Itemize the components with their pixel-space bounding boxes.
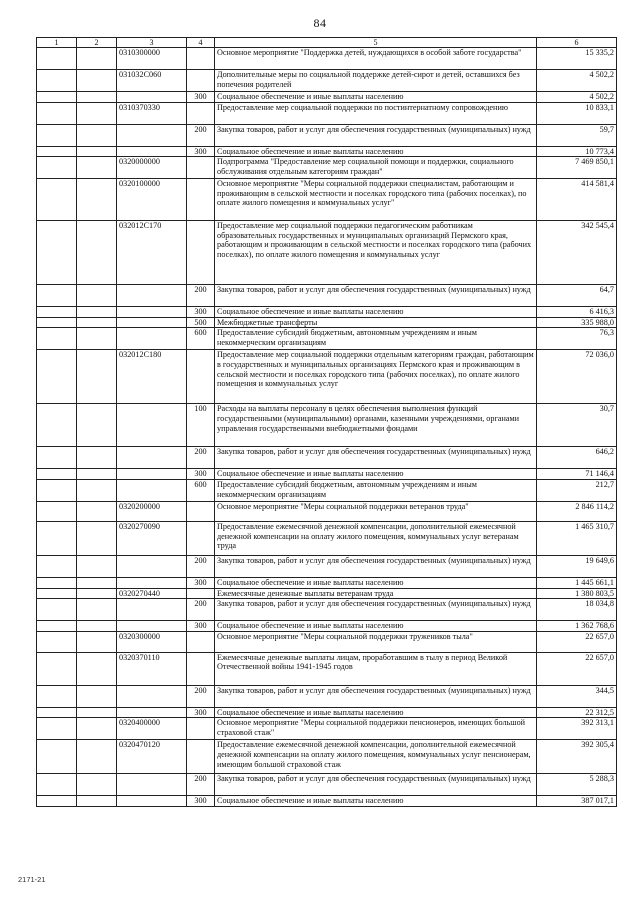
table-row [37,652,617,685]
cell-target-code [117,447,187,469]
header-col-4: 4 [187,38,215,48]
table-row [37,740,617,774]
cell-target-code [117,92,187,103]
cell-expense-type: 300 [187,146,215,157]
cell-subsection [77,588,117,599]
cell-expense-type: 300 [187,707,215,718]
cell-description: Социальное обеспечение и иные выплаты населению [215,621,537,632]
table-row [37,124,617,146]
cell-description: Закупка товаров, работ и услуг для обеспечения государственных (муниципальных) нужд [215,599,537,621]
cell-subsection [77,92,117,103]
cell-amount: 1 445 661,1 [537,577,617,588]
cell-description: Основное мероприятие "Меры социальной поддержки пенсионеров, имеющих большой страховой стаж" [215,718,537,740]
table-row [37,328,617,350]
cell-target-code: 032012С170 [117,221,187,285]
cell-section [37,285,77,307]
cell-expense-type [187,350,215,404]
table-row [37,707,617,718]
cell-subsection [77,577,117,588]
cell-section [37,328,77,350]
cell-target-code: 0320400000 [117,718,187,740]
cell-subsection [77,221,117,285]
cell-section [37,221,77,285]
cell-expense-type [187,102,215,124]
cell-section [37,774,77,796]
header-col-5: 5 [215,38,537,48]
header-col-1: 1 [37,38,77,48]
cell-expense-type [187,221,215,285]
cell-expense-type: 300 [187,469,215,480]
cell-amount: 18 034,8 [537,599,617,621]
cell-subsection [77,599,117,621]
cell-subsection [77,555,117,577]
table-row [37,501,617,521]
cell-section [37,577,77,588]
cell-amount: 1 465 310,7 [537,521,617,555]
cell-amount: 392 313,1 [537,718,617,740]
table-row [37,577,617,588]
table-row [37,588,617,599]
cell-amount: 22 657,0 [537,652,617,685]
cell-subsection [77,631,117,652]
cell-subsection [77,447,117,469]
cell-target-code: 0320270090 [117,521,187,555]
table-row [37,447,617,469]
cell-subsection [77,48,117,70]
cell-target-code [117,285,187,307]
cell-expense-type [187,501,215,521]
cell-expense-type: 500 [187,317,215,328]
cell-description: Предоставление ежемесячной денежной компенсации, дополнительной ежемесячной денежной компенсации на оплату жилого помещения, коммунальных услуг ветеранам труда [215,521,537,555]
cell-target-code [117,146,187,157]
cell-target-code: 0320200000 [117,501,187,521]
cell-amount: 1 362 768,6 [537,621,617,632]
cell-section [37,70,77,92]
cell-target-code [117,685,187,707]
cell-description: Социальное обеспечение и иные выплаты населению [215,146,537,157]
cell-description: Дополнительные меры по социальной поддержке детей-сирот и детей, оставшихся без попечения родителей [215,70,537,92]
cell-target-code [117,328,187,350]
cell-target-code [117,599,187,621]
cell-expense-type: 200 [187,555,215,577]
cell-amount: 64,7 [537,285,617,307]
cell-subsection [77,328,117,350]
cell-expense-type: 300 [187,796,215,807]
cell-subsection [77,621,117,632]
cell-amount: 335 988,0 [537,317,617,328]
cell-target-code: 0320270440 [117,588,187,599]
table-row [37,479,617,501]
cell-description: Основное мероприятие "Поддержка детей, нуждающихся в особой заботе государства" [215,48,537,70]
cell-target-code [117,469,187,480]
cell-section [37,307,77,318]
cell-description: Межбюджетные трансферты [215,317,537,328]
table-row [37,48,617,70]
cell-description: Ежемесячные денежные выплаты ветеранам труда [215,588,537,599]
cell-section [37,479,77,501]
cell-amount: 10 833,1 [537,102,617,124]
cell-section [37,179,77,221]
cell-section [37,350,77,404]
cell-subsection [77,774,117,796]
cell-expense-type [187,652,215,685]
cell-target-code [117,124,187,146]
cell-description: Основное мероприятие "Меры социальной поддержки специалистам, работающим и проживающим в сельской местности и поселках городского типа (рабочих поселках), по оплате жилого помещения и коммунальных услуг" [215,179,537,221]
cell-section [37,102,77,124]
page-number: 84 [313,16,327,30]
table-row [37,285,617,307]
cell-amount: 19 649,6 [537,555,617,577]
table-row [37,631,617,652]
cell-section [37,146,77,157]
cell-subsection [77,685,117,707]
cell-target-code: 032012С180 [117,350,187,404]
cell-section [37,796,77,807]
header-row [37,38,617,48]
cell-subsection [77,404,117,447]
budget-table [36,37,617,807]
cell-description: Закупка товаров, работ и услуг для обеспечения государственных (муниципальных) нужд [215,685,537,707]
cell-section [37,588,77,599]
cell-section [37,740,77,774]
cell-section [37,404,77,447]
table-row [37,146,617,157]
table-row [37,469,617,480]
cell-amount: 4 502,2 [537,92,617,103]
cell-amount: 10 773,4 [537,146,617,157]
table-row [37,317,617,328]
cell-section [37,631,77,652]
table-row [37,774,617,796]
cell-amount: 392 305,4 [537,740,617,774]
cell-amount: 2 846 114,2 [537,501,617,521]
cell-description: Подпрограмма "Предоставление мер социальной помощи и поддержки, социального обслуживания отдельным категориям граждан" [215,157,537,179]
cell-amount: 22 312,5 [537,707,617,718]
table-row [37,350,617,404]
cell-section [37,621,77,632]
cell-subsection [77,707,117,718]
cell-section [37,48,77,70]
cell-target-code [117,774,187,796]
cell-target-code [117,621,187,632]
header-col-3: 3 [117,38,187,48]
table-body [37,48,617,807]
cell-expense-type: 200 [187,124,215,146]
cell-description: Закупка товаров, работ и услуг для обеспечения государственных (муниципальных) нужд [215,447,537,469]
cell-description: Ежемесячные денежные выплаты лицам, проработавшим в тылу в период Великой Отечественной войны 1941-1945 годов [215,652,537,685]
cell-amount: 212,7 [537,479,617,501]
cell-description: Расходы на выплаты персоналу в целях обеспечения выполнения функций государственными (муниципальными) органами, казенными учреждениями, органами управления государственными внебюджетными фондами [215,404,537,447]
cell-section [37,469,77,480]
cell-amount: 5 288,3 [537,774,617,796]
table-row [37,796,617,807]
cell-expense-type: 300 [187,307,215,318]
cell-target-code: 0320100000 [117,179,187,221]
cell-section [37,685,77,707]
cell-amount: 344,5 [537,685,617,707]
table-row [37,685,617,707]
cell-subsection [77,146,117,157]
table-row [37,179,617,221]
cell-description: Предоставление мер социальной поддержки педагогическим работникам образовательных государственных и муниципальных организаций Пермского края, работающим и проживающим в сельской местности и поселках городского типа (рабочих поселках), по оплате жилого помещения и коммунальных услуг [215,221,537,285]
cell-amount: 71 146,4 [537,469,617,480]
cell-subsection [77,652,117,685]
cell-expense-type [187,718,215,740]
cell-description: Социальное обеспечение и иные выплаты населению [215,577,537,588]
cell-expense-type: 300 [187,92,215,103]
cell-section [37,718,77,740]
cell-description: Основное мероприятие "Меры социальной поддержки ветеранов труда" [215,501,537,521]
table-row [37,718,617,740]
cell-section [37,124,77,146]
cell-expense-type: 200 [187,447,215,469]
cell-target-code: 0310300000 [117,48,187,70]
cell-amount: 387 017,1 [537,796,617,807]
table-row [37,521,617,555]
cell-description: Социальное обеспечение и иные выплаты населению [215,469,537,480]
cell-subsection [77,317,117,328]
cell-amount: 7 469 850,1 [537,157,617,179]
cell-expense-type: 100 [187,404,215,447]
cell-expense-type [187,157,215,179]
cell-expense-type: 200 [187,774,215,796]
cell-subsection [77,521,117,555]
table-row [37,404,617,447]
cell-target-code [117,555,187,577]
cell-description: Предоставление мер социальной поддержки отдельным категориям граждан, работающим в государственных и муниципальных организациях Пермского края и проживающим в сельской местности и поселках городского типа (рабочих поселках), по оплате жилого помещения и коммунальных услуг [215,350,537,404]
cell-subsection [77,124,117,146]
table-row [37,157,617,179]
table-header [37,38,617,48]
cell-section [37,447,77,469]
cell-subsection [77,70,117,92]
cell-description: Закупка товаров, работ и услуг для обеспечения государственных (муниципальных) нужд [215,124,537,146]
cell-amount: 76,3 [537,328,617,350]
cell-amount: 6 416,3 [537,307,617,318]
cell-target-code: 0320300000 [117,631,187,652]
cell-description: Социальное обеспечение и иные выплаты населению [215,307,537,318]
table-row [37,102,617,124]
header-col-6: 6 [537,38,617,48]
cell-section [37,652,77,685]
cell-expense-type: 600 [187,328,215,350]
cell-subsection [77,501,117,521]
cell-amount: 1 380 803,5 [537,588,617,599]
cell-description: Социальное обеспечение и иные выплаты населению [215,796,537,807]
cell-section [37,92,77,103]
cell-subsection [77,179,117,221]
cell-subsection [77,718,117,740]
cell-description: Закупка товаров, работ и услуг для обеспечения государственных (муниципальных) нужд [215,774,537,796]
cell-description: Социальное обеспечение и иные выплаты населению [215,707,537,718]
cell-section [37,599,77,621]
cell-target-code [117,479,187,501]
cell-expense-type [187,70,215,92]
table-row [37,621,617,632]
cell-description: Закупка товаров, работ и услуг для обеспечения государственных (муниципальных) нужд [215,555,537,577]
table-row [37,599,617,621]
cell-subsection [77,102,117,124]
cell-target-code: 0320370110 [117,652,187,685]
cell-description: Основное мероприятие "Меры социальной поддержки тружеников тыла" [215,631,537,652]
cell-subsection [77,285,117,307]
cell-subsection [77,796,117,807]
cell-expense-type: 300 [187,577,215,588]
cell-description: Закупка товаров, работ и услуг для обеспечения государственных (муниципальных) нужд [215,285,537,307]
cell-expense-type: 200 [187,285,215,307]
cell-amount: 15 335,2 [537,48,617,70]
cell-target-code [117,707,187,718]
cell-expense-type [187,740,215,774]
cell-section [37,317,77,328]
cell-amount: 342 545,4 [537,221,617,285]
cell-amount: 59,7 [537,124,617,146]
cell-expense-type [187,521,215,555]
table-row [37,555,617,577]
cell-target-code [117,317,187,328]
cell-section [37,521,77,555]
cell-description: Социальное обеспечение и иные выплаты населению [215,92,537,103]
cell-amount: 414 581,4 [537,179,617,221]
cell-expense-type [187,48,215,70]
cell-expense-type: 600 [187,479,215,501]
table-row [37,70,617,92]
cell-section [37,707,77,718]
cell-amount: 4 502,2 [537,70,617,92]
cell-target-code: 031032С060 [117,70,187,92]
cell-subsection [77,469,117,480]
cell-amount: 72 036,0 [537,350,617,404]
cell-expense-type [187,631,215,652]
cell-section [37,501,77,521]
cell-description: Предоставление ежемесячной денежной компенсации, дополнительной ежемесячной денежной компенсации на оплату жилого помещения, коммунальных услуг пенсионерам, имеющим большой страховой стаж [215,740,537,774]
cell-description: Предоставление мер социальной поддержки по постинтернатному сопровождению [215,102,537,124]
cell-subsection [77,350,117,404]
cell-target-code [117,796,187,807]
cell-section [37,157,77,179]
table-row [37,307,617,318]
table-row [37,221,617,285]
cell-amount: 646,2 [537,447,617,469]
cell-expense-type: 300 [187,621,215,632]
cell-amount: 22 657,0 [537,631,617,652]
cell-target-code: 0320470120 [117,740,187,774]
cell-subsection [77,307,117,318]
cell-amount: 30,7 [537,404,617,447]
cell-section [37,555,77,577]
cell-subsection [77,740,117,774]
cell-target-code: 0310370330 [117,102,187,124]
cell-subsection [77,157,117,179]
cell-description: Предоставление субсидий бюджетным, автономным учреждениям и иным некоммерческим организациям [215,328,537,350]
cell-target-code [117,307,187,318]
cell-expense-type: 200 [187,685,215,707]
cell-target-code: 0320000000 [117,157,187,179]
cell-subsection [77,479,117,501]
table-row [37,92,617,103]
cell-expense-type [187,588,215,599]
cell-target-code [117,577,187,588]
cell-description: Предоставление субсидий бюджетным, автономным учреждениям и иным некоммерческим организациям [215,479,537,501]
document-code: 2171-21 [18,875,46,884]
header-col-2: 2 [77,38,117,48]
cell-expense-type: 200 [187,599,215,621]
cell-target-code [117,404,187,447]
cell-expense-type [187,179,215,221]
